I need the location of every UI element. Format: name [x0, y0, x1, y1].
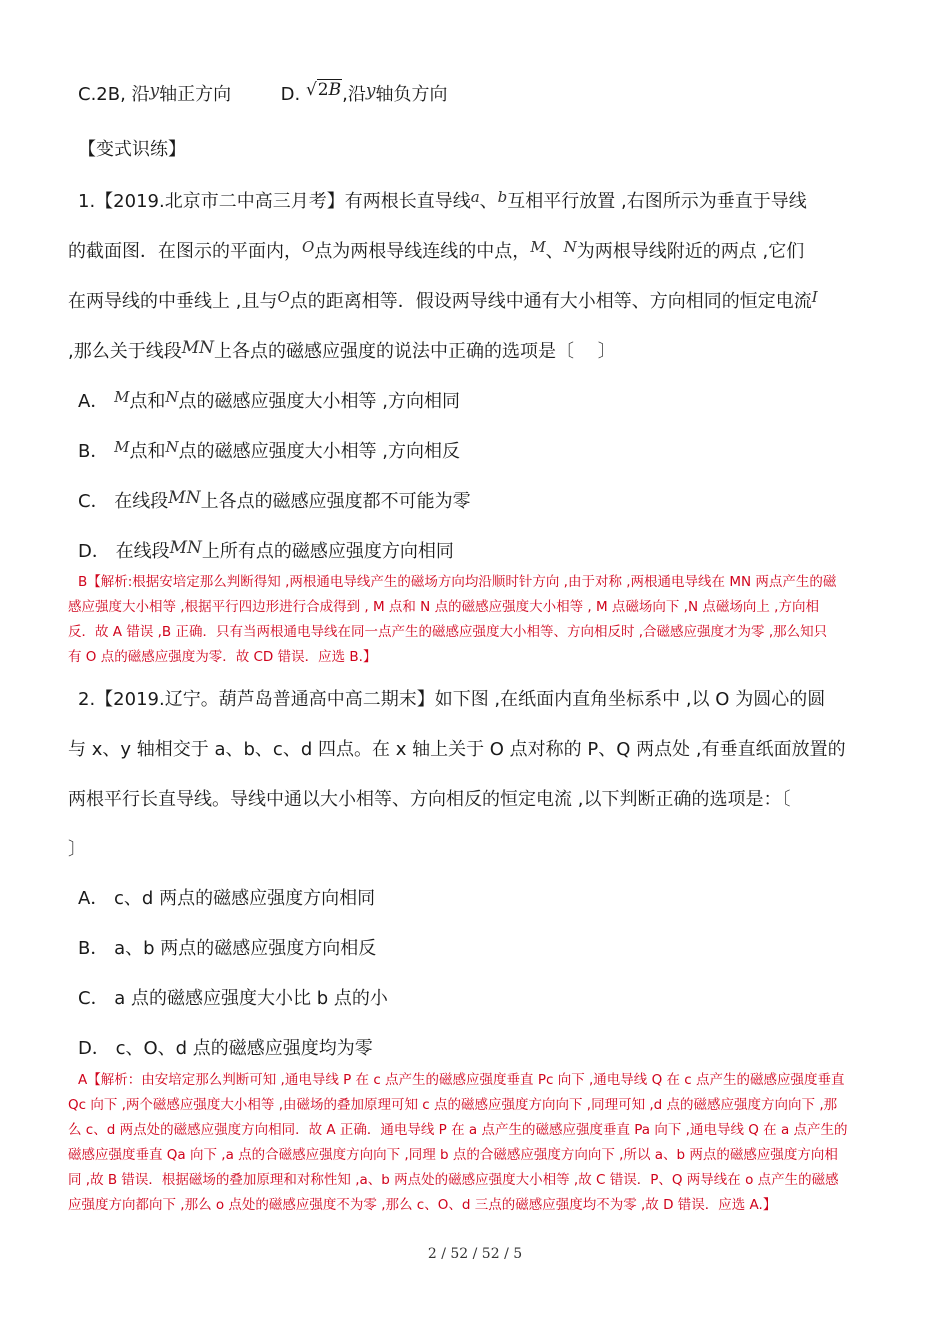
q1-text: 1.【2019.北京市二中高三月考】有两根长直导线 — [78, 191, 471, 212]
var-o: O — [277, 288, 290, 306]
answer-line: B【解析:根据安培定那么判断得知 ,两根通电导线产生的磁场方向均沿顺时针方向 ,由于对称 ,两根通电导线在 MN 两点产生的磁 — [78, 574, 837, 590]
page-number: 2 / 52 / 52 / 5 — [427, 1246, 523, 1262]
option-text: 点的磁感应强度大小相等 ,方向相反 — [178, 441, 461, 462]
q2-option-a: A． c、d 两点的磁感应强度方向相同 — [78, 888, 376, 909]
q2-line-1: 2.【2019.辽宁。葫芦岛普通高中高二期末】如下图 ,在纸面内直角坐标系中 ,以 O 为圆心的圆 — [78, 689, 826, 710]
q1-line-1 — [78, 187, 807, 213]
option-c-label: C.2B, 沿 — [78, 84, 150, 105]
answer-line: 反．故 A 错误 ,B 正确．只有当两根通电导线在同一点产生的磁感应强度大小相等、方向相反时 ,合磁感应强度才为零 ,那么知只 — [68, 624, 828, 640]
var-n: N — [165, 388, 179, 406]
answer-line: 同 ,故 B 错误．根据磁场的叠加原理和对称性知 ,a、b 两点处的磁感应强度大小相等 ,故 C 错误．P、Q 两导线在 o 点产生的磁感 — [68, 1172, 839, 1188]
section-title: 【变式识练】 — [78, 139, 186, 160]
var-i: I — [811, 288, 818, 306]
sqrt-coef: 2 — [317, 80, 329, 100]
var-a: a — [470, 188, 480, 206]
var-n: N — [563, 238, 577, 256]
option-prefix: B． — [78, 441, 109, 462]
q1-text: 点的距离相等．假设两导线中通有大小相等、方向相同的恒定电流 — [289, 291, 812, 312]
q1-text: 为两根导线附近的两点 ,它们 — [576, 241, 805, 262]
answer-line: Qc 向下 ,两个磁感应强度大小相等 ,由磁场的叠加原理可知 c 点的磁感应强度方向向下 ,同理可知 ,d 点的磁感应强度方向向下 ,那 — [68, 1097, 838, 1113]
var-mn: MN — [168, 488, 201, 508]
answer-line: 磁感应强度垂直 Qa 向下 ,a 点的合磁感应强度方向向下 ,同理 b 点的合磁感应强度方向向下 ,所以 a、b 两点的磁感应强度方向相 — [68, 1147, 838, 1163]
q1-text: ,那么关于线段 — [68, 341, 182, 362]
q1-option-b — [78, 437, 460, 463]
q1-answer — [68, 570, 884, 670]
q1-line-3 — [68, 287, 818, 313]
answer-line: A【解析：由安培定那么判断可知 ,通电导线 P 在 c 点产生的磁感应强度垂直 Pc 向下 ,通电导线 Q 在 c 点产生的磁感应强度垂直 — [78, 1072, 845, 1088]
q1-option-c — [78, 487, 471, 513]
var-m: M — [114, 388, 130, 406]
answer-line: 应强度方向都向下 ,那么 o 点处的磁感应强度不为零 ,那么 c、O、d 三点的磁感应强度均不为零 ,故 D 错误．应选 A.】 — [68, 1197, 777, 1213]
answer-line: 有 O 点的磁感应强度为零．故 CD 错误．应选 B.】 — [68, 649, 377, 665]
option-text: 上所有点的磁感应强度方向相同 — [201, 541, 454, 562]
option-prefix: C． 在线段 — [78, 491, 169, 512]
option-d-tail: 轴负方向 — [375, 84, 448, 105]
sqrt-var: B — [328, 80, 342, 100]
q2-option-b: B． a、b 两点的磁感应强度方向相反 — [78, 938, 377, 959]
q2-line-2: 与 x、y 轴相交于 a、b、c、d 四点。在 x 轴上关于 O 点对称的 P、Q 两点处 ,有垂直纸面放置的 — [68, 739, 846, 760]
option-d-label: D. — [280, 84, 301, 105]
var-y2: y — [365, 81, 376, 101]
separator: 、 — [545, 241, 564, 262]
var-n: N — [165, 438, 179, 456]
q1-line-2 — [68, 237, 804, 263]
var-y: y — [149, 81, 160, 101]
var-b: b — [497, 188, 508, 206]
option-text: 点和 — [129, 441, 166, 462]
option-d-mid: ,沿 — [342, 84, 366, 105]
var-mn: MN — [169, 538, 202, 558]
q1-line-4 — [68, 337, 616, 363]
q1-text: 点为两根导线连线的中点， — [314, 241, 531, 262]
q2-line-4: 〕 — [68, 839, 86, 860]
var-m: M — [114, 438, 130, 456]
q1-text: 的截面图．在图示的平面内， — [68, 241, 302, 262]
var-mn: MN — [181, 338, 215, 358]
q1-text: 上各点的磁感应强度的说法中正确的选项是〔 〕 — [214, 341, 616, 362]
option-text: 上各点的磁感应强度都不可能为零 — [200, 491, 471, 512]
q1-option-d — [78, 537, 454, 563]
q2-option-d: D． c、O、d 点的磁感应强度均为零 — [78, 1038, 373, 1059]
option-prefix: D． 在线段 — [78, 541, 170, 562]
answer-line: 么 c、d 两点处的磁感应强度方向相同．故 A 正确．通电导线 P 在 a 点产生的磁感应强度垂直 Pa 向下 ,通电导线 Q 在 a 点产生的 — [68, 1122, 848, 1138]
separator: 、 — [479, 191, 498, 212]
sqrt-expression: √2B — [305, 80, 342, 100]
option-text: 点的磁感应强度大小相等 ,方向相同 — [178, 391, 460, 412]
q2-answer — [68, 1068, 884, 1218]
q2-line-3: 两根平行长直导线。导线中通以大小相等、方向相反的恒定电流 ,以下判断正确的选项是：〔 — [68, 789, 791, 810]
q2-option-c: C． a 点的磁感应强度大小比 b 点的小 — [78, 988, 388, 1009]
prev-options-line — [78, 80, 447, 106]
q1-option-a — [78, 387, 460, 413]
option-text: 点和 — [129, 391, 166, 412]
answer-line: 感应强度大小相等 ,根据平行四边形进行合成得到 , M 点和 N 点的磁感应强度大小相等 , M 点磁场向下 ,N 点磁场向上 ,方向相 — [68, 599, 819, 615]
q1-text: 在两导线的中垂线上 ,且与 — [68, 291, 278, 312]
option-c-tail: 轴正方向 — [159, 84, 232, 105]
q1-text: 互相平行放置 ,右图所示为垂直于导线 — [507, 191, 807, 212]
option-prefix: A． — [78, 391, 109, 412]
var-m: M — [530, 238, 546, 256]
var-o: O — [302, 238, 315, 256]
